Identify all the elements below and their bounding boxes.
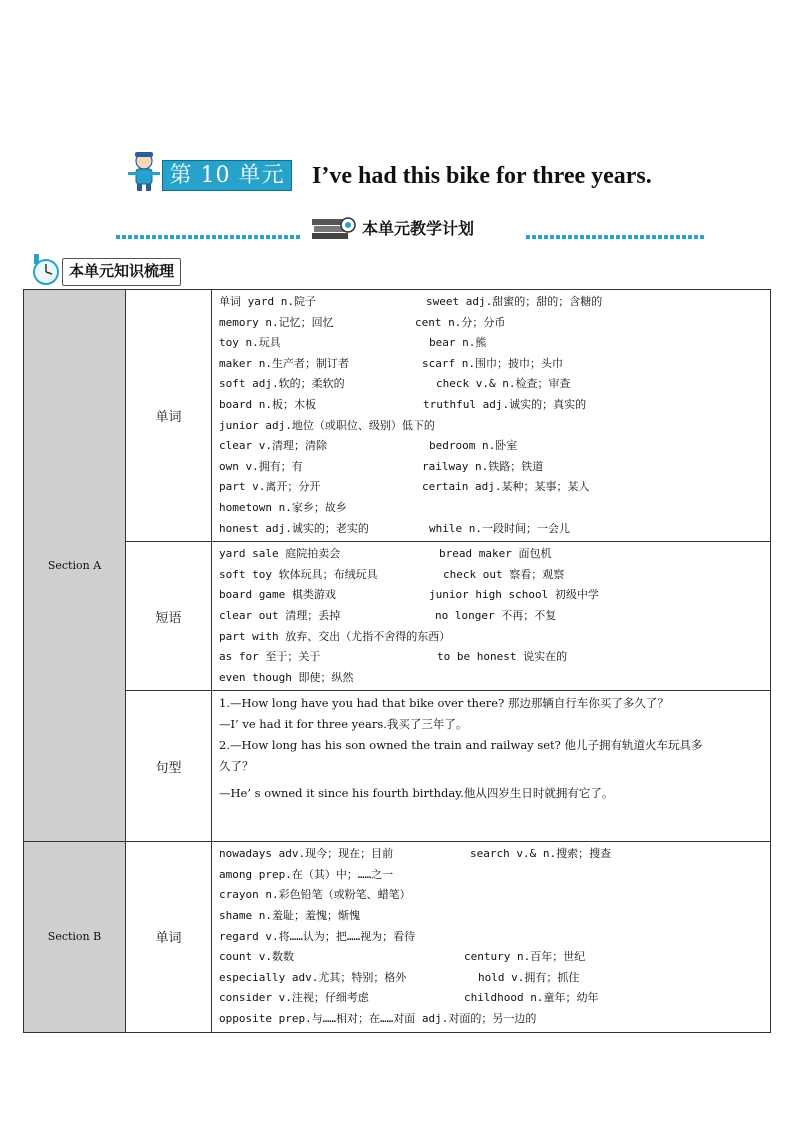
table-row [24,691,771,842]
entry-text: clear v.清理；清除 [219,439,327,453]
entry-text: sweet adj.甜蜜的；甜的；含糖的 [426,295,603,308]
entry-text: nowadays adv.现今；现在；目前 [219,847,394,861]
knowledge-table [23,289,771,1033]
entry-text: truthful adj.诚实的；真实的 [423,397,587,411]
entry-line [219,457,770,478]
sentence-line: 久了？ [219,759,254,774]
entry-text: even though 即使；纵然 [219,670,354,684]
entry-text: century n.百年；世纪 [464,950,586,964]
entry-line [219,313,770,334]
entry-line [219,374,770,395]
entry-text: childhood n.童年；幼年 [464,991,599,1005]
entry-line [219,354,770,375]
category-words: 单词 [126,842,212,1032]
entry-line [219,947,770,968]
entry-text: count v.数数 [219,950,294,964]
table-row [24,542,771,691]
entry-text: railway n.铁路；铁道 [422,459,544,473]
entry-text: own v.拥有；有 [219,459,303,473]
entry-line [219,906,770,927]
sentence-line: —He’ s owned it since his fourth birthday.他从四岁生日时就拥有它了。 [219,786,614,801]
mascot-icon [126,150,162,192]
entry-text: regard v.将……认为；把……视为；看待 [219,929,416,943]
entry-text: as for 至于；关于 [219,650,321,664]
entry-text: part v.离开；分开 [219,480,321,494]
entry-text: bedroom n.卧室 [429,439,518,453]
entry-text: check v.& n.检查；审查 [436,377,571,391]
clock-icon [30,252,62,286]
entry-line [219,416,770,437]
section-a-phrases [212,542,771,691]
sentence-line: —I’ ve had it for three years.我买了三年了。 [219,717,468,732]
entry-text: search v.& n.搜索；搜查 [470,847,612,861]
entry-text: toy n.玩具 [219,336,281,350]
entry-line [219,988,770,1009]
entry-text: honest adj.诚实的；老实的 [219,521,369,535]
category-words: 单词 [126,290,212,542]
entry-line [219,844,770,865]
entry-text: no longer 不再；不复 [435,608,557,622]
entry-line [219,627,770,648]
sentence-line: 1.—How long have you had that bike over there? 那边那辆自行车你买了多久了？ [219,696,669,711]
section-a-sentences [212,691,771,842]
entry-line [219,668,770,689]
entry-line [219,395,770,416]
sentence-line: 2.—How long has his son owned the train and railway set? 他儿子拥有轨道火车玩具多 [219,738,703,753]
entry-text: crayon n.彩色铅笔（或粉笔、蜡笔） [219,888,411,902]
entry-text: junior high school 初级中学 [429,588,599,602]
entry-line [219,885,770,906]
plan-title: 本单元教学计划 [362,219,475,238]
entry-text: memory n.记忆；回忆 [219,315,334,329]
section-a-words [212,290,771,542]
entry-text: hold v.拥有；抓住 [478,970,580,984]
entry-line [219,436,770,457]
entry-line [219,1009,770,1030]
category-sentences: 句型 [126,691,212,842]
entry-line [219,647,770,668]
entry-text: among prep.在（其）中；……之一 [219,867,394,881]
entry-text: hometown n.家乡；故乡 [219,500,347,514]
entry-line [219,585,770,606]
table-row [24,290,771,542]
entry-text: soft adj.软的；柔软的 [219,377,345,391]
books-icon [310,213,356,241]
entry-line [219,606,770,627]
entry-text: clear out 清理；丢掉 [219,608,341,622]
entry-text: junior adj.地位（或职位、级别）低下的 [219,418,435,432]
section-a-cell: Section A [24,290,126,842]
entry-text: opposite prep.与……相对；在……对面 adj.对面的；另一边的 [219,1012,537,1026]
category-phrases: 短语 [126,542,212,691]
entry-text: part with 放弃、交出（尤指不舍得的东西） [219,629,451,643]
entry-line [219,498,770,519]
entry-text: consider v.注视；仔细考虑 [219,991,369,1005]
entry-line [219,544,770,565]
section-b-words [212,842,771,1032]
entry-text: certain adj.某种；某事；某人 [422,480,590,494]
entry-text: board n.板；木板 [219,397,316,411]
entry-text: board game 棋类游戏 [219,588,336,602]
entry-line [219,968,770,989]
entry-text: maker n.生产者；制订者 [219,356,349,370]
entry-text: 单词 yard n.院子 [219,295,316,308]
entry-text: soft toy 软体玩具；布绒玩具 [219,567,378,581]
entry-text: yard sale 庭院拍卖会 [219,547,341,561]
entry-text: scarf n.围巾；披巾；头巾 [422,356,563,370]
entry-text: especially adv.尤其；特别；格外 [219,970,407,984]
entry-text: bread maker 面包机 [439,547,552,561]
entry-line [219,519,770,540]
entry-text: shame n.羞耻；羞愧；惭愧 [219,909,360,923]
entry-text: check out 察看；观察 [443,567,565,581]
entry-text: while n.一段时间；一会儿 [429,521,570,535]
entry-line [219,927,770,948]
table-row [24,842,771,1032]
entry-line [219,865,770,886]
entry-line [219,333,770,354]
unit-title: I’ve had this bike for three years. [312,163,652,189]
entry-text: bear n.熊 [429,336,487,350]
entry-line [219,477,770,498]
unit-number-badge: 第 10 单元 [162,160,292,191]
entry-text: cent n.分；分币 [415,315,506,329]
entry-text: to be honest 说实在的 [437,650,568,664]
section-heading: 本单元知识梳理 [62,258,181,286]
entry-line [219,292,770,313]
entry-line [219,565,770,586]
section-b-cell: Section B [24,842,126,1032]
